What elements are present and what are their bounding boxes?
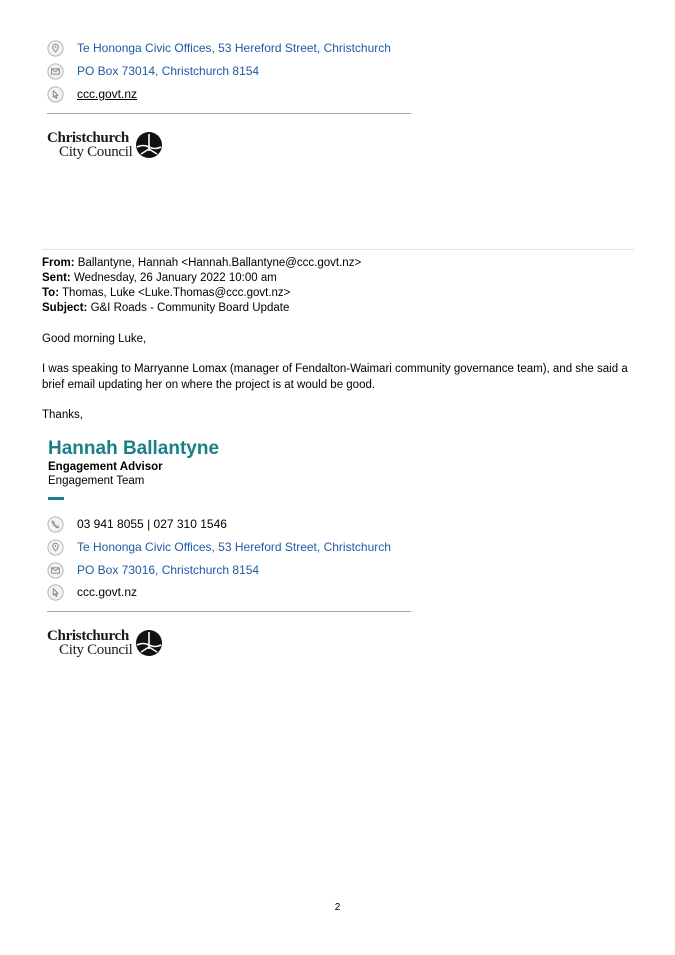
email-subject-line: [42, 301, 289, 317]
from-label: From:: [42, 257, 75, 269]
email-separator: [42, 249, 634, 250]
signature-divider: [47, 611, 411, 612]
cathedral-emblem-icon: [135, 629, 163, 657]
sig-website-row: [47, 582, 137, 602]
top-pobox-row: [47, 61, 259, 81]
sig-address-text[interactable]: Te Hononga Civic Offices, 53 Hereford Street, Christchurch: [77, 540, 391, 554]
location-pin-icon: [47, 539, 64, 556]
top-website-row: [47, 84, 137, 104]
sent-label: Sent:: [42, 272, 71, 284]
signature-team: Engagement Team: [48, 475, 145, 487]
top-website-link[interactable]: ccc.govt.nz: [77, 87, 138, 101]
phone-icon: [47, 516, 64, 533]
logo-line2: City Council: [59, 144, 133, 160]
logo-line1: Christchurch: [47, 130, 129, 146]
sent-value: Wednesday, 26 January 2022 10:00 am: [70, 272, 277, 284]
cursor-click-icon: [47, 86, 64, 103]
subject-value: G&I Roads - Community Board Update: [87, 302, 290, 314]
page-number: 2: [334, 902, 341, 913]
top-address-row: [47, 38, 391, 58]
email-sent-line: [42, 271, 277, 287]
top-address-text[interactable]: Te Hononga Civic Offices, 53 Hereford Street, Christchurch: [77, 41, 391, 55]
sig-pobox-row: [47, 560, 259, 580]
signature-title: Engagement Advisor: [48, 461, 163, 473]
email-greeting: Good morning Luke,: [42, 333, 147, 345]
council-logo-bottom: [47, 628, 167, 660]
email-from-line: [42, 256, 361, 272]
location-pin-icon: [47, 40, 64, 57]
sig-address-row: [47, 537, 391, 557]
from-value: Ballantyne, Hannah <Hannah.Ballantyne@ccc.govt.nz>: [74, 257, 362, 269]
email-to-line: [42, 286, 290, 302]
signature-name: Hannah Ballantyne: [48, 438, 220, 459]
to-value: Thomas, Luke <Luke.Thomas@ccc.govt.nz>: [59, 287, 291, 299]
envelope-icon: [47, 562, 64, 579]
cathedral-emblem-icon: [135, 131, 163, 159]
cursor-click-icon: [47, 584, 64, 601]
council-logo-top: [47, 130, 167, 162]
sig-website-link[interactable]: ccc.govt.nz: [77, 585, 138, 599]
logo-line2: City Council: [59, 642, 133, 658]
top-pobox-text[interactable]: PO Box 73014, Christchurch 8154: [77, 64, 260, 78]
to-label: To:: [42, 287, 60, 299]
envelope-icon: [47, 63, 64, 80]
email-closing: Thanks,: [42, 409, 83, 421]
sig-phone-text: 03 941 8055 | 027 310 1546: [77, 517, 227, 531]
logo-line1: Christchurch: [47, 628, 129, 644]
email-paragraph: I was speaking to Marryanne Lomax (manager of Fendalton-Waimari community governance team), and she said a brief email updating her on where the project is at would be good.: [42, 363, 628, 391]
signature-accent-bar: [48, 497, 64, 500]
top-signature-divider: [47, 113, 411, 114]
sig-phone-row: [47, 514, 227, 534]
subject-label: Subject:: [42, 302, 88, 314]
sig-pobox-text[interactable]: PO Box 73016, Christchurch 8154: [77, 563, 260, 577]
